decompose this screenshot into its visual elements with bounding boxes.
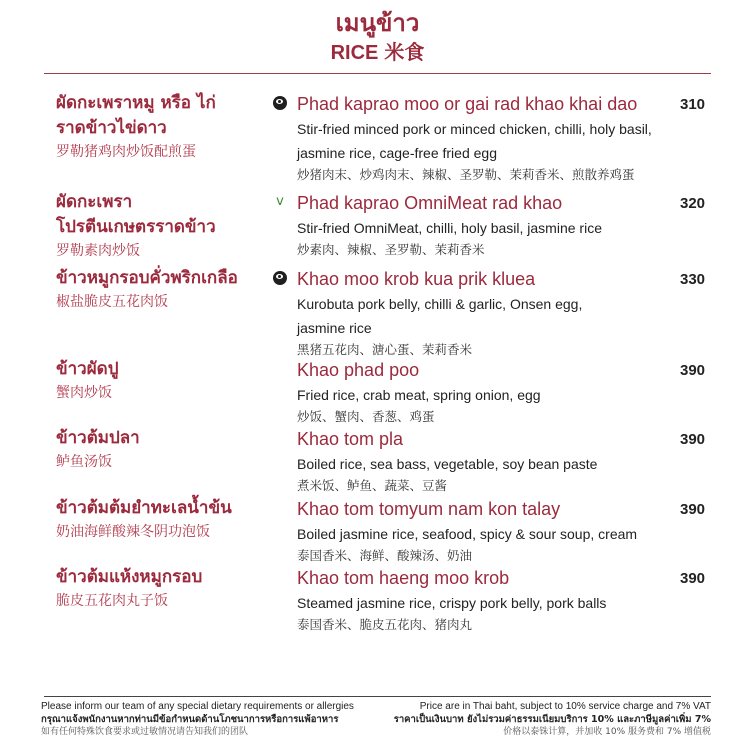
menu-title-chinese: 米食 — [384, 42, 425, 64]
price-notice — [381, 700, 711, 739]
price-notice-thai: ราคาเป็นเงินบาท ยังไม่รวมค่าธรรมเนียมบริการ 10% และภาษีมูลค่าเพิ่ม 7% — [393, 714, 711, 725]
header-divider — [44, 73, 711, 74]
item-chinese-description: 泰国香米、海鲜、酸辣汤、奶油 — [297, 548, 473, 563]
item-chinese-name: 椒盐脆皮五花肉饭 — [56, 294, 168, 310]
item-chinese-name: 奶油海鲜酸辣冬阴功泡饭 — [56, 524, 210, 540]
dietary-notice-thai: กรุณาแจ้งพนักงานหากท่านมีข้อกำหนดด้านโภชนาการหรือการแพ้อาหาร — [41, 714, 339, 725]
item-chinese-description: 炒猪肉末、炒鸡肉末、辣椒、圣罗勒、茉莉香米、煎散养鸡蛋 — [297, 167, 635, 182]
menu-title-thai: เมนูข้าว — [335, 9, 420, 37]
item-thai-name: ราดข้าวไข่ดาว — [56, 118, 167, 138]
item-thai-name: โปรตีนเกษตรราดข้าว — [56, 217, 216, 237]
item-price: 390 — [680, 431, 706, 448]
item-chinese-name: 蟹肉炒饭 — [56, 385, 112, 401]
item-description: Fried rice, crab meat, spring onion, egg — [297, 387, 541, 403]
menu-title-english: RICE — [330, 42, 379, 64]
item-description: Boiled jasmine rice, seafood, spicy & sour soup, cream — [297, 526, 638, 542]
item-description: jasmine rice — [297, 320, 372, 336]
item-english-name: Khao tom pla — [297, 429, 404, 449]
item-description: Kurobuta pork belly, chilli & garlic, Onsen egg, — [297, 296, 583, 312]
item-description: Stir-fried minced pork or minced chicken, chilli, holy basil, — [297, 121, 652, 137]
item-description: Stir-fried OmniMeat, chilli, holy basil, jasmine rice — [297, 220, 602, 236]
item-chinese-name: 脆皮五花肉丸子饭 — [56, 593, 168, 609]
item-english-name: Khao tom tomyum nam kon talay — [297, 499, 561, 519]
footer-divider — [44, 696, 711, 697]
item-thai-name: ข้าวหมูกรอบคั่วพริกเกลือ — [56, 268, 238, 288]
vegetarian-icon: ⅴ — [276, 193, 284, 208]
menu-title — [0, 40, 755, 66]
item-english-name: Khao tom haeng moo krob — [297, 568, 510, 588]
item-english-name: Khao moo krob kua prik kluea — [297, 269, 536, 289]
item-chinese-description: 煮米饭、鲈鱼、蔬菜、豆酱 — [297, 478, 448, 493]
item-thai-name: ผัดกะเพราหมู หรือ ไก่ — [56, 93, 216, 113]
pork-icon — [273, 96, 287, 110]
item-price: 390 — [680, 570, 706, 587]
dietary-notice-chinese: 如有任何特殊饮食要求或过敏情况请告知我们的团队 — [41, 727, 249, 737]
item-thai-name: ผัดกะเพรา — [56, 192, 133, 212]
menu-header — [0, 8, 755, 66]
item-english-name: Phad kaprao OmniMeat rad khao — [297, 193, 563, 213]
item-thai-name: ข้าวต้มต้มยำทะเลน้ำข้น — [56, 498, 232, 518]
item-chinese-description: 黑猪五花肉、溏心蛋、茉莉香米 — [297, 342, 473, 357]
item-price: 310 — [680, 96, 706, 113]
item-description: Steamed jasmine rice, crispy pork belly, pork balls — [297, 595, 607, 611]
item-thai-name: ข้าวต้มแห้งหมูกรอบ — [56, 567, 203, 587]
price-notice-chinese: 价格以泰铢计算，并加收 10% 服务费和 7% 增值税 — [503, 727, 711, 737]
item-chinese-description: 炒饭、蟹肉、香葱、鸡蛋 — [297, 409, 435, 424]
item-chinese-name: 罗勒猪鸡肉炒饭配煎蛋 — [56, 144, 196, 160]
item-description: jasmine rice, cage-free fried egg — [297, 145, 497, 161]
item-price: 330 — [680, 271, 706, 288]
item-chinese-description: 泰国香米、脆皮五花肉、猪肉丸 — [297, 617, 473, 632]
price-notice-english: Price are in Thai baht, subject to 10% service charge and 7% VAT — [419, 701, 711, 712]
item-chinese-description: 炒素肉、辣椒、圣罗勒、茉莉香米 — [297, 242, 485, 257]
item-description: Boiled rice, sea bass, vegetable, soy bean paste — [297, 456, 598, 472]
pork-icon — [273, 271, 287, 285]
item-english-name: Phad kaprao moo or gai rad khao khai dao — [297, 94, 638, 114]
item-chinese-name: 罗勒素肉炒饭 — [56, 243, 140, 259]
item-price: 390 — [680, 501, 706, 518]
item-price: 390 — [680, 362, 706, 379]
dietary-notice — [41, 700, 391, 739]
item-thai-name: ข้าวผัดปู — [56, 359, 119, 379]
item-chinese-name: 鲈鱼汤饭 — [56, 454, 112, 470]
dietary-notice-english: Please inform our team of any special dietary requirements or allergies — [41, 701, 354, 712]
item-english-name: Khao phad poo — [297, 360, 420, 380]
item-thai-name: ข้าวต้มปลา — [56, 428, 140, 448]
item-price: 320 — [680, 195, 706, 212]
